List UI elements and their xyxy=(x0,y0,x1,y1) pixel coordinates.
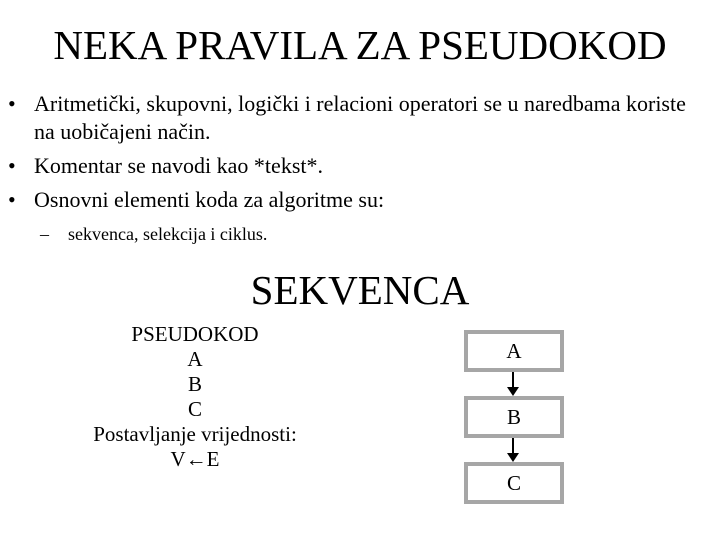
pseudocode-line: PSEUDOKOD xyxy=(131,322,259,346)
sub-bullet-item xyxy=(40,222,668,246)
flowchart-box-c: C xyxy=(464,462,564,504)
pseudocode-line: Postavljanje vrijednosti: xyxy=(93,422,297,446)
bullet-text-1: Aritmetički, skupovni, logički i relacioni operatori se u naredbama koriste na uobičajeni način. xyxy=(34,91,686,144)
section-title: SEKVENCA xyxy=(250,267,470,313)
page-title: NEKA PRAVILA ZA PSEUDOKOD xyxy=(53,22,667,68)
bullet-icon: • xyxy=(8,153,16,178)
pseudocode-line: B xyxy=(187,372,202,396)
pseudocode-block xyxy=(45,322,345,472)
bullet-item-2 xyxy=(8,152,694,180)
bullet-text-3: Osnovni elementi koda za algoritme su: xyxy=(34,187,385,212)
pseudocode-line: C xyxy=(187,397,202,421)
pseudocode-line: V←E xyxy=(170,447,220,471)
flowchart-box-a: A xyxy=(464,330,564,372)
arrow-down-icon xyxy=(507,453,519,462)
flow-arrow-line xyxy=(512,438,514,454)
bullet-icon: • xyxy=(8,187,16,212)
bullet-icon: • xyxy=(8,91,16,116)
sub-bullet-text: sekvenca, selekcija i ciklus. xyxy=(68,224,268,244)
bullet-item-3 xyxy=(8,186,694,214)
pseudocode-line: A xyxy=(187,347,203,371)
bullet-item-1 xyxy=(8,90,694,146)
dash-icon: – xyxy=(40,224,49,244)
bullet-text-2: Komentar se navodi kao *tekst*. xyxy=(34,153,323,178)
flowchart-box-b: B xyxy=(464,396,564,438)
flow-arrow-line xyxy=(512,372,514,388)
arrow-down-icon xyxy=(507,387,519,396)
